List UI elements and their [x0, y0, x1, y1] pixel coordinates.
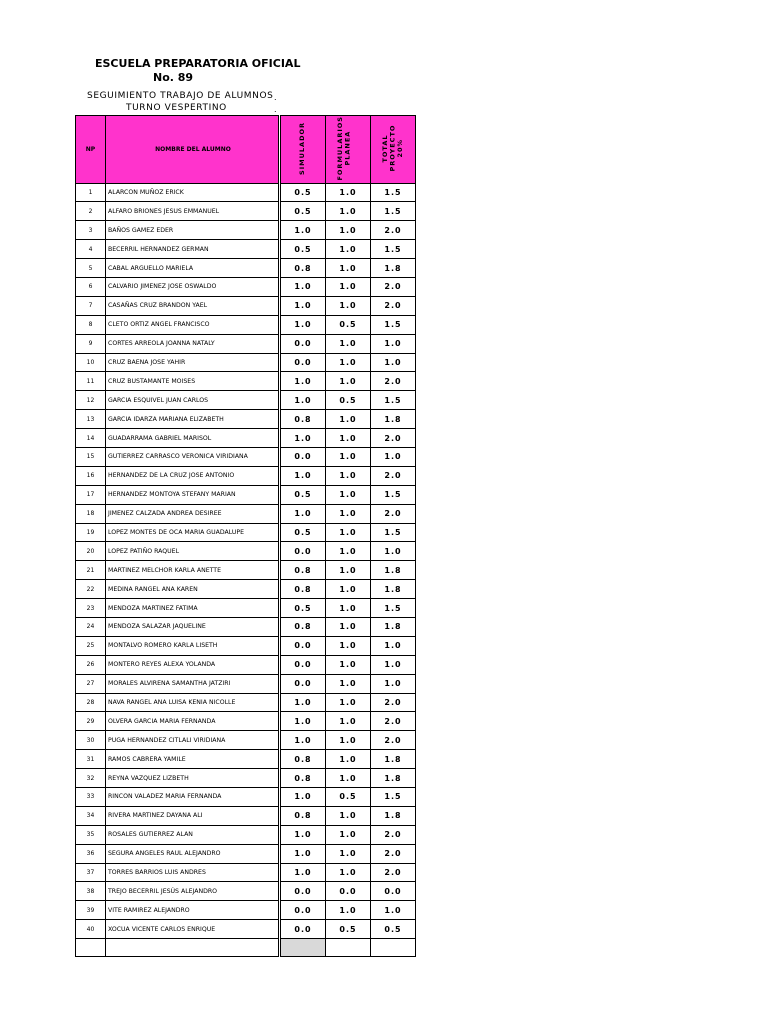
- row-student-name: GARCIA ESQUIVEL JUAN CARLOS: [106, 391, 279, 410]
- row-total: 1.5: [371, 523, 416, 542]
- row-np: 4: [76, 240, 106, 259]
- row-total: 1.0: [371, 636, 416, 655]
- row-np: 37: [76, 863, 106, 882]
- table-row: [76, 504, 416, 523]
- row-np: 10: [76, 353, 106, 372]
- row-total: 1.5: [371, 315, 416, 334]
- row-np: 9: [76, 334, 106, 353]
- row-total: 1.8: [371, 769, 416, 788]
- table-row: [76, 920, 416, 939]
- empty-cell: [326, 939, 371, 957]
- table-row: [76, 863, 416, 882]
- table-row: [76, 769, 416, 788]
- row-total: 2.0: [371, 277, 416, 296]
- row-student-name: NAVA RANGEL ANA LUISA KENIA NICOLLE: [106, 693, 279, 712]
- row-np: 22: [76, 580, 106, 599]
- table-row: [76, 259, 416, 278]
- row-np: 12: [76, 391, 106, 410]
- row-student-name: MONTALVO ROMERO KARLA LISETH: [106, 636, 279, 655]
- row-np: 6: [76, 277, 106, 296]
- row-np: 33: [76, 788, 106, 807]
- row-total: 1.5: [371, 391, 416, 410]
- row-simulador: 0.8: [281, 769, 326, 788]
- header-formularios-label: FORMULARIOS PLANEA: [336, 116, 352, 181]
- shift-label: TURNO VESPERTINO: [126, 103, 227, 113]
- row-formularios: 1.0: [326, 844, 371, 863]
- row-total: 1.5: [371, 599, 416, 618]
- table-row: [76, 561, 416, 580]
- table-row: [76, 618, 416, 637]
- row-formularios: 1.0: [326, 618, 371, 637]
- table-row: [76, 825, 416, 844]
- row-formularios: 1.0: [326, 825, 371, 844]
- row-total: 2.0: [371, 863, 416, 882]
- row-formularios: 1.0: [326, 769, 371, 788]
- row-total: 1.0: [371, 353, 416, 372]
- table-row: [76, 542, 416, 561]
- school-number: No. 89: [153, 71, 194, 84]
- row-student-name: CABAL ARGUELLO MARIELA: [106, 259, 279, 278]
- row-np: 13: [76, 410, 106, 429]
- table-row: [76, 183, 416, 202]
- row-formularios: 1.0: [326, 183, 371, 202]
- row-total: 1.8: [371, 806, 416, 825]
- row-student-name: MEDINA RANGEL ANA KAREN: [106, 580, 279, 599]
- row-np: 2: [76, 202, 106, 221]
- table-row: [76, 221, 416, 240]
- row-student-name: LOPEZ PATIÑO RAQUEL: [106, 542, 279, 561]
- table-row: [76, 882, 416, 901]
- report-subtitle: SEGUIMIENTO TRABAJO DE ALUMNOS: [87, 91, 274, 101]
- row-student-name: TORRES BARRIOS LUIS ANDRES: [106, 863, 279, 882]
- row-np: 19: [76, 523, 106, 542]
- row-total: 2.0: [371, 504, 416, 523]
- table-row: [76, 277, 416, 296]
- row-simulador: 0.0: [281, 448, 326, 467]
- table-row: [76, 372, 416, 391]
- school-title: ESCUELA PREPARATORIA OFICIAL: [95, 57, 301, 70]
- stray-mark: .: [274, 93, 277, 102]
- empty-cell: [106, 939, 279, 957]
- row-simulador: 1.0: [281, 429, 326, 448]
- row-simulador: 0.5: [281, 202, 326, 221]
- row-student-name: BECERRIL HERNANDEZ GERMAN: [106, 240, 279, 259]
- row-total: 2.0: [371, 372, 416, 391]
- table-row: [76, 731, 416, 750]
- row-simulador: 1.0: [281, 296, 326, 315]
- empty-cell: [76, 939, 106, 957]
- row-formularios: 1.0: [326, 372, 371, 391]
- row-student-name: ROSALES GUTIERREZ ALAN: [106, 825, 279, 844]
- row-student-name: LOPEZ MONTES DE OCA MARIA GUADALUPE: [106, 523, 279, 542]
- row-np: 16: [76, 466, 106, 485]
- row-formularios: 0.5: [326, 920, 371, 939]
- row-np: 24: [76, 618, 106, 637]
- row-simulador: 0.5: [281, 240, 326, 259]
- row-simulador: 1.0: [281, 504, 326, 523]
- row-simulador: 0.0: [281, 882, 326, 901]
- row-student-name: RAMOS CABRERA YAMILE: [106, 750, 279, 769]
- row-student-name: REYNA VAZQUEZ LIZBETH: [106, 769, 279, 788]
- row-total: 1.0: [371, 542, 416, 561]
- row-np: 27: [76, 674, 106, 693]
- row-student-name: TREJO BECERRIL JESÚS ALEJANDRO: [106, 882, 279, 901]
- row-simulador: 0.0: [281, 542, 326, 561]
- row-formularios: 1.0: [326, 504, 371, 523]
- row-formularios: 1.0: [326, 806, 371, 825]
- row-total: 1.0: [371, 674, 416, 693]
- row-simulador: 1.0: [281, 372, 326, 391]
- row-student-name: RIVERA MARTINEZ DAYANA ALI: [106, 806, 279, 825]
- row-formularios: 1.0: [326, 712, 371, 731]
- table-row: [76, 240, 416, 259]
- row-formularios: 0.5: [326, 788, 371, 807]
- row-simulador: 1.0: [281, 466, 326, 485]
- row-simulador: 0.8: [281, 806, 326, 825]
- table-row: [76, 750, 416, 769]
- row-simulador: 1.0: [281, 221, 326, 240]
- row-formularios: 1.0: [326, 599, 371, 618]
- row-formularios: 1.0: [326, 655, 371, 674]
- row-total: 2.0: [371, 221, 416, 240]
- row-total: 2.0: [371, 844, 416, 863]
- table-row: [76, 674, 416, 693]
- row-formularios: 1.0: [326, 202, 371, 221]
- table-row: [76, 391, 416, 410]
- row-simulador: 1.0: [281, 315, 326, 334]
- row-np: 14: [76, 429, 106, 448]
- row-formularios: 1.0: [326, 580, 371, 599]
- row-total: 1.8: [371, 410, 416, 429]
- row-np: 38: [76, 882, 106, 901]
- row-student-name: ALARCON MUÑOZ ERICK: [106, 183, 279, 202]
- header-np: NP: [76, 116, 106, 184]
- row-total: 2.0: [371, 466, 416, 485]
- header-total: [371, 116, 416, 184]
- row-formularios: 1.0: [326, 466, 371, 485]
- row-total: 1.8: [371, 750, 416, 769]
- row-simulador: 0.0: [281, 901, 326, 920]
- row-student-name: CRUZ BUSTAMANTE MOISES: [106, 372, 279, 391]
- row-student-name: BAÑOS GAMEZ EDER: [106, 221, 279, 240]
- row-formularios: 1.0: [326, 901, 371, 920]
- row-simulador: 1.0: [281, 844, 326, 863]
- row-formularios: 1.0: [326, 410, 371, 429]
- row-student-name: GUTIERREZ CARRASCO VERONICA VIRIDIANA: [106, 448, 279, 467]
- table-row: [76, 806, 416, 825]
- row-total: 1.5: [371, 485, 416, 504]
- row-simulador: 0.5: [281, 523, 326, 542]
- row-student-name: RINCON VALADEZ MARIA FERNANDA: [106, 788, 279, 807]
- row-formularios: 1.0: [326, 731, 371, 750]
- row-np: 31: [76, 750, 106, 769]
- row-total: 0.5: [371, 920, 416, 939]
- table-row: [76, 901, 416, 920]
- row-simulador: 1.0: [281, 391, 326, 410]
- row-np: 28: [76, 693, 106, 712]
- row-formularios: 1.0: [326, 353, 371, 372]
- header-name: NOMBRE DEL ALUMNO: [106, 116, 279, 184]
- row-student-name: GUADARRAMA GABRIEL MARISOL: [106, 429, 279, 448]
- row-student-name: HERNANDEZ MONTOYA STEFANY MARIAN: [106, 485, 279, 504]
- row-student-name: MONTERO REYES ALEXA YOLANDA: [106, 655, 279, 674]
- table-row: [76, 334, 416, 353]
- row-student-name: SEGURA ANGELES RAUL ALEJANDRO: [106, 844, 279, 863]
- row-formularios: 1.0: [326, 277, 371, 296]
- row-total: 1.8: [371, 580, 416, 599]
- row-simulador: 1.0: [281, 277, 326, 296]
- row-formularios: 0.5: [326, 315, 371, 334]
- row-formularios: 0.5: [326, 391, 371, 410]
- table-row: [76, 315, 416, 334]
- row-np: 25: [76, 636, 106, 655]
- row-total: 0.0: [371, 882, 416, 901]
- row-np: 23: [76, 599, 106, 618]
- row-np: 34: [76, 806, 106, 825]
- row-total: 1.0: [371, 901, 416, 920]
- row-simulador: 0.8: [281, 580, 326, 599]
- row-simulador: 0.0: [281, 920, 326, 939]
- row-total: 1.5: [371, 183, 416, 202]
- row-total: 1.0: [371, 334, 416, 353]
- table-row: [76, 466, 416, 485]
- row-simulador: 0.5: [281, 485, 326, 504]
- row-simulador: 0.8: [281, 410, 326, 429]
- row-total: 2.0: [371, 825, 416, 844]
- table-header-row: [76, 116, 416, 184]
- row-total: 1.8: [371, 259, 416, 278]
- row-simulador: 1.0: [281, 863, 326, 882]
- row-np: 40: [76, 920, 106, 939]
- row-np: 1: [76, 183, 106, 202]
- row-np: 35: [76, 825, 106, 844]
- row-np: 7: [76, 296, 106, 315]
- table-row: [76, 296, 416, 315]
- table-row: [76, 485, 416, 504]
- row-formularios: 1.0: [326, 750, 371, 769]
- row-total: 2.0: [371, 296, 416, 315]
- row-np: 30: [76, 731, 106, 750]
- row-total: 1.8: [371, 561, 416, 580]
- row-np: 8: [76, 315, 106, 334]
- row-student-name: JIMENEZ CALZADA ANDREA DESIREE: [106, 504, 279, 523]
- row-simulador: 0.5: [281, 183, 326, 202]
- grades-table: [75, 115, 416, 957]
- row-np: 18: [76, 504, 106, 523]
- table-row: [76, 655, 416, 674]
- row-simulador: 1.0: [281, 693, 326, 712]
- row-formularios: 1.0: [326, 296, 371, 315]
- table-row: [76, 599, 416, 618]
- row-simulador: 0.8: [281, 561, 326, 580]
- row-simulador: 0.0: [281, 334, 326, 353]
- row-simulador: 0.0: [281, 674, 326, 693]
- row-total: 2.0: [371, 429, 416, 448]
- table-row: [76, 429, 416, 448]
- row-formularios: 1.0: [326, 542, 371, 561]
- row-np: 17: [76, 485, 106, 504]
- stray-mark: .: [274, 105, 277, 114]
- row-np: 20: [76, 542, 106, 561]
- row-np: 3: [76, 221, 106, 240]
- table-row: [76, 580, 416, 599]
- table-row: [76, 448, 416, 467]
- row-simulador: 0.8: [281, 750, 326, 769]
- row-total: 1.0: [371, 655, 416, 674]
- table-row: [76, 693, 416, 712]
- row-student-name: CRUZ BAENA JOSE YAHIR: [106, 353, 279, 372]
- row-formularios: 1.0: [326, 334, 371, 353]
- table-row: [76, 636, 416, 655]
- header-simulador-label: SIMULADOR: [298, 121, 307, 175]
- table-row: [76, 410, 416, 429]
- row-formularios: 1.0: [326, 240, 371, 259]
- header-formularios: [326, 116, 371, 184]
- empty-cell: [281, 939, 326, 957]
- row-student-name: CLETO ORTIZ ANGEL FRANCISCO: [106, 315, 279, 334]
- row-student-name: MENDOZA MARTINEZ FATIMA: [106, 599, 279, 618]
- row-total: 1.8: [371, 618, 416, 637]
- row-student-name: ALFARO BRIONES JESUS EMMANUEL: [106, 202, 279, 221]
- table-row: [76, 523, 416, 542]
- row-student-name: CASAÑAS CRUZ BRANDON YAEL: [106, 296, 279, 315]
- row-formularios: 1.0: [326, 693, 371, 712]
- row-simulador: 0.0: [281, 655, 326, 674]
- row-simulador: 1.0: [281, 712, 326, 731]
- header-simulador: [281, 116, 326, 184]
- row-simulador: 1.0: [281, 788, 326, 807]
- row-total: 1.5: [371, 202, 416, 221]
- row-np: 32: [76, 769, 106, 788]
- row-student-name: CALVARIO JIMENEZ JOSE OSWALDO: [106, 277, 279, 296]
- row-student-name: GARCIA IDARZA MARIANA ELIZABETH: [106, 410, 279, 429]
- row-np: 21: [76, 561, 106, 580]
- row-simulador: 0.8: [281, 618, 326, 637]
- row-total: 2.0: [371, 731, 416, 750]
- row-np: 29: [76, 712, 106, 731]
- row-student-name: MORALES ALVIRENA SAMANTHA JATZIRI: [106, 674, 279, 693]
- row-formularios: 1.0: [326, 448, 371, 467]
- row-formularios: 1.0: [326, 429, 371, 448]
- table-row: [76, 353, 416, 372]
- row-np: 5: [76, 259, 106, 278]
- row-formularios: 1.0: [326, 485, 371, 504]
- row-formularios: 1.0: [326, 863, 371, 882]
- row-np: 11: [76, 372, 106, 391]
- row-np: 39: [76, 901, 106, 920]
- row-total: 2.0: [371, 693, 416, 712]
- row-student-name: OLVERA GARCIA MARIA FERNANDA: [106, 712, 279, 731]
- row-student-name: MENDOZA SALAZAR JAQUELINE: [106, 618, 279, 637]
- row-np: 15: [76, 448, 106, 467]
- table-row-empty: [76, 939, 416, 957]
- row-np: 26: [76, 655, 106, 674]
- row-formularios: 1.0: [326, 221, 371, 240]
- row-formularios: 1.0: [326, 523, 371, 542]
- row-simulador: 1.0: [281, 825, 326, 844]
- row-student-name: CORTES ARREOLA JOANNA NATALY: [106, 334, 279, 353]
- row-simulador: 0.5: [281, 599, 326, 618]
- row-np: 36: [76, 844, 106, 863]
- row-formularios: 1.0: [326, 259, 371, 278]
- table-row: [76, 202, 416, 221]
- row-total: 2.0: [371, 712, 416, 731]
- table-row: [76, 712, 416, 731]
- row-simulador: 0.8: [281, 259, 326, 278]
- row-student-name: PUGA HERNANDEZ CITLALI VIRIDIANA: [106, 731, 279, 750]
- row-student-name: VITE RAMIREZ ALEJANDRO: [106, 901, 279, 920]
- row-total: 1.5: [371, 240, 416, 259]
- row-simulador: 0.0: [281, 636, 326, 655]
- row-formularios: 1.0: [326, 674, 371, 693]
- empty-cell: [371, 939, 416, 957]
- row-simulador: 0.0: [281, 353, 326, 372]
- row-formularios: 1.0: [326, 636, 371, 655]
- row-student-name: MARTINEZ MELCHOR KARLA ANETTE: [106, 561, 279, 580]
- row-student-name: XOCUA VICENTE CARLOS ENRIQUE: [106, 920, 279, 939]
- table-row: [76, 844, 416, 863]
- row-formularios: 1.0: [326, 561, 371, 580]
- row-student-name: HERNANDEZ DE LA CRUZ JOSE ANTONIO: [106, 466, 279, 485]
- table-row: [76, 788, 416, 807]
- row-formularios: 0.0: [326, 882, 371, 901]
- row-simulador: 1.0: [281, 731, 326, 750]
- header-total-label: TOTAL PROYECTO 20%: [381, 124, 404, 172]
- row-total: 1.5: [371, 788, 416, 807]
- row-total: 1.0: [371, 448, 416, 467]
